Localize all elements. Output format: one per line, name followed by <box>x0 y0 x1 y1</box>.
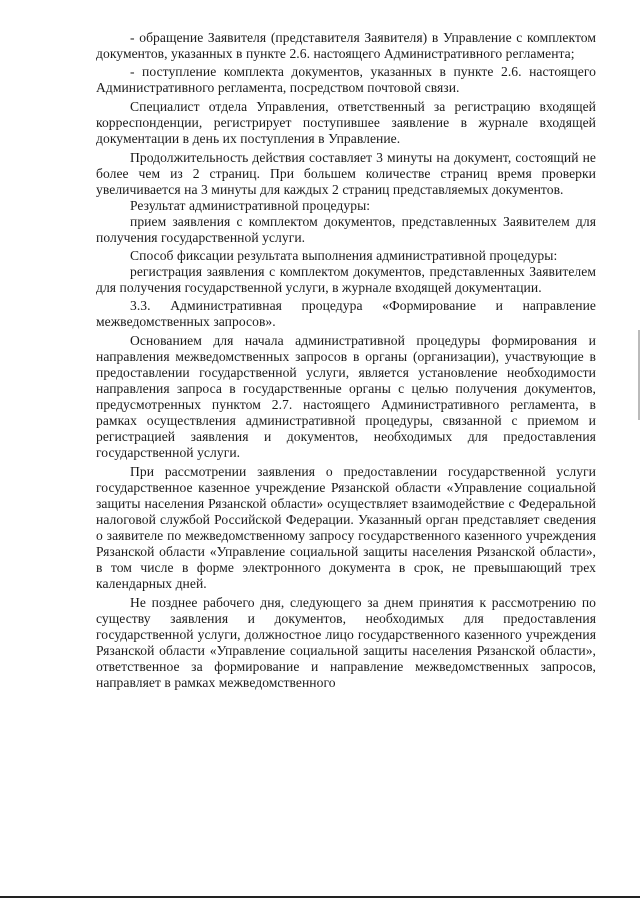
paragraph-result-heading: Результат административной процедуры: <box>130 198 371 213</box>
paragraph-postal-delivery: - поступление комплекта документов, указанных в пункте 2.6. настоящего Административного регламента, посредством почтовой связи. <box>96 64 596 95</box>
paragraph-registration-specialist: Специалист отдела Управления, ответственный за регистрацию входящей корреспонденции, регистрирует поступившее заявление в журнале входящей документации в день их поступления в Управление. <box>96 99 596 146</box>
paragraph-duration: Продолжительность действия составляет 3 минуты на документ, состоящий не более чем из 2 страниц. При большем количестве страниц время проверки увеличивается на 3 минуты для каждых 2 страниц представляемых документов. <box>96 150 596 197</box>
document-page <box>96 30 596 691</box>
paragraph-deadline: Не позднее рабочего дня, следующего за днем принятия к рассмотрению по существу заявления и документов, необходимых для предоставления государственной услуги, должностное лицо государственного казенного учреждения Рязанской области «Управление социальной защиты населения Рязанской области», ответственное за формирование и направление межведомственных запросов, направляет в рамках межведомственного <box>96 595 596 690</box>
section-heading-3-3: 3.3. Административная процедура «Формирование и направление межведомственных запросов». <box>96 298 596 329</box>
paragraph-application-submission: - обращение Заявителя (представителя Заявителя) в Управление с комплектом документов, указанных в пункте 2.6. настоящего Административного регламента; <box>96 30 596 61</box>
paragraph-fixation-text: регистрация заявления с комплектом документов, представленных Заявителем для получения государственной услуги, в журнале входящей документации. <box>96 264 596 295</box>
paragraph-fixation-method: Способ фиксации результата выполнения административной процедуры: <box>130 248 558 263</box>
paragraph-basis-for-procedure: Основанием для начала административной процедуры формирования и направления межведомственных запросов в органы (организации), участвующие в предоставлении государственной услуги, является установление необходимости направления запроса в государственные органы с целью получения документов, предусмотренных пунктом 2.7. настоящего Административного регламента, в рамках осуществления административной процедуры, связанной с приемом и регистрацией заявления и документов, необходимых для предоставления государственной услуги. <box>96 333 596 460</box>
scan-bottom-border <box>0 896 640 898</box>
paragraph-result-text: прием заявления с комплектом документов, представленных Заявителем для получения государственной услуги. <box>96 214 596 245</box>
paragraph-interaction-tax-service: При рассмотрении заявления о предоставлении государственной услуги государственное казенное учреждение Рязанской области «Управление социальной защиты населения Рязанской области» осуществляет взаимодействие с Федеральной налоговой службой Российской Федерации. Указанный орган представляет сведения о заявителе по межведомственному запросу государственного казенного учреждения Рязанской области «Управление социальной защиты населения Рязанской области», в том числе в форме электронного документа в срок, не превышающий трех календарных дней. <box>96 464 596 591</box>
